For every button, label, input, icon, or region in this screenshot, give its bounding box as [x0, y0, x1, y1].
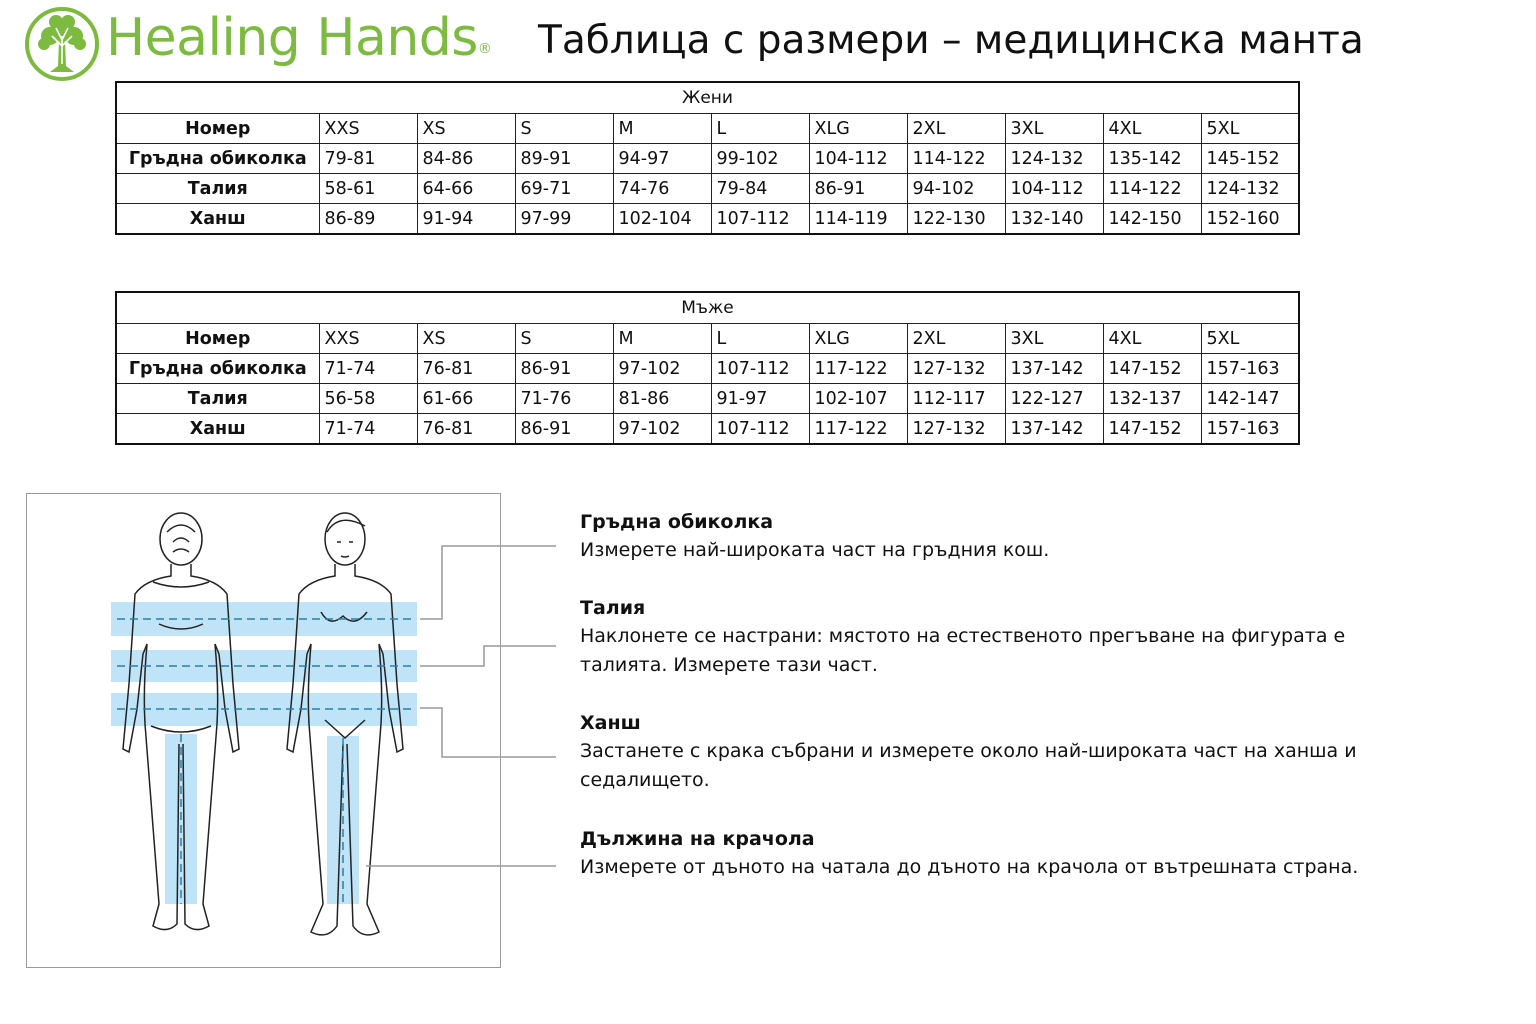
row-label: Ханш: [116, 204, 319, 235]
table-cell: 71-74: [319, 414, 417, 445]
guide-text: Застанете с крака събрани и измерете около най-широката част на ханша и седалището.: [580, 740, 1357, 791]
guide-text: Наклонете се настрани: мястото на естественото прегъване на фигурата е талията. Измерете тази част.: [580, 625, 1346, 676]
table-cell: 76-81: [417, 414, 515, 445]
row-label: Талия: [116, 384, 319, 414]
table-cell: 97-102: [613, 354, 711, 384]
table-cell: 152-160: [1201, 204, 1299, 235]
row-label: Гръдна обиколка: [116, 354, 319, 384]
size-cell: XS: [417, 324, 515, 354]
guide-inseam: [580, 825, 1370, 882]
table-cell: 112-117: [907, 384, 1005, 414]
size-cell: XS: [417, 114, 515, 144]
table-cell: 69-71: [515, 174, 613, 204]
guide-title: Ханш: [580, 712, 641, 734]
size-cell: M: [613, 324, 711, 354]
page-title: Таблица с размери – медицинска манта: [538, 18, 1364, 63]
size-cell: XXS: [319, 114, 417, 144]
size-cell: 5XL: [1201, 114, 1299, 144]
guide-title: Дължина на крачола: [580, 828, 815, 850]
table-cell: 147-152: [1103, 414, 1201, 445]
table-cell: 94-102: [907, 174, 1005, 204]
table-cell: 79-84: [711, 174, 809, 204]
table-cell: 79-81: [319, 144, 417, 174]
table-cell: 64-66: [417, 174, 515, 204]
size-cell: M: [613, 114, 711, 144]
table-cell: 94-97: [613, 144, 711, 174]
row-label: Ханш: [116, 414, 319, 445]
table-cell: 91-94: [417, 204, 515, 235]
guide-chest: [580, 508, 1370, 565]
table-cell: 86-89: [319, 204, 417, 235]
table-cell: 127-132: [907, 414, 1005, 445]
table-cell: 114-122: [907, 144, 1005, 174]
size-cell: S: [515, 114, 613, 144]
row-label: Талия: [116, 174, 319, 204]
table-cell: 117-122: [809, 414, 907, 445]
table-cell: 74-76: [613, 174, 711, 204]
table-cell: 84-86: [417, 144, 515, 174]
size-cell: 2XL: [907, 114, 1005, 144]
table-cell: 104-112: [809, 144, 907, 174]
table-cell: 122-130: [907, 204, 1005, 235]
table-cell: 61-66: [417, 384, 515, 414]
table-caption: Мъже: [116, 292, 1299, 324]
table-cell: 76-81: [417, 354, 515, 384]
table-cell: 127-132: [907, 354, 1005, 384]
brand-name: Healing Hands®: [106, 8, 492, 68]
table-cell: 89-91: [515, 144, 613, 174]
table-cell: 122-127: [1005, 384, 1103, 414]
table-cell: 124-132: [1201, 174, 1299, 204]
table-cell: 97-99: [515, 204, 613, 235]
table-cell: 56-58: [319, 384, 417, 414]
table-cell: 157-163: [1201, 414, 1299, 445]
table-cell: 135-142: [1103, 144, 1201, 174]
size-cell: 3XL: [1005, 324, 1103, 354]
size-cell: L: [711, 324, 809, 354]
table-cell: 86-91: [515, 414, 613, 445]
table-cell: 102-104: [613, 204, 711, 235]
table-cell: 81-86: [613, 384, 711, 414]
row-label: Гръдна обиколка: [116, 144, 319, 174]
size-cell: 4XL: [1103, 114, 1201, 144]
table-cell: 91-97: [711, 384, 809, 414]
table-cell: 117-122: [809, 354, 907, 384]
table-cell: 142-147: [1201, 384, 1299, 414]
size-cell: S: [515, 324, 613, 354]
size-cell: XLG: [809, 114, 907, 144]
size-cell: 5XL: [1201, 324, 1299, 354]
table-cell: 107-112: [711, 204, 809, 235]
size-cell: 2XL: [907, 324, 1005, 354]
table-cell: 107-112: [711, 414, 809, 445]
table-cell: 86-91: [809, 174, 907, 204]
guide-waist: [580, 594, 1370, 680]
table-cell: 147-152: [1103, 354, 1201, 384]
guide-text: Измерете от дъното на чатала до дъното на крачола от вътрешната страна.: [580, 856, 1359, 878]
size-cell: XLG: [809, 324, 907, 354]
table-cell: 132-140: [1005, 204, 1103, 235]
guide-title: Гръдна обиколка: [580, 511, 774, 533]
table-cell: 86-91: [515, 354, 613, 384]
table-cell: 58-61: [319, 174, 417, 204]
table-cell: 102-107: [809, 384, 907, 414]
table-cell: 114-119: [809, 204, 907, 235]
table-cell: 107-112: [711, 354, 809, 384]
table-cell: 71-74: [319, 354, 417, 384]
guide-text: Измерете най-широката част на гръдния кош.: [580, 539, 1050, 561]
table-cell: 132-137: [1103, 384, 1201, 414]
row-label: Номер: [116, 324, 319, 354]
table-cell: 104-112: [1005, 174, 1103, 204]
size-cell: 3XL: [1005, 114, 1103, 144]
size-cell: XXS: [319, 324, 417, 354]
table-cell: 99-102: [711, 144, 809, 174]
size-cell: L: [711, 114, 809, 144]
table-cell: 137-142: [1005, 354, 1103, 384]
table-cell: 142-150: [1103, 204, 1201, 235]
guide-title: Талия: [580, 597, 646, 619]
table-cell: 97-102: [613, 414, 711, 445]
table-cell: 157-163: [1201, 354, 1299, 384]
size-cell: 4XL: [1103, 324, 1201, 354]
table-cell: 137-142: [1005, 414, 1103, 445]
table-caption: Жени: [116, 82, 1299, 114]
table-cell: 71-76: [515, 384, 613, 414]
guide-hips: [580, 709, 1370, 795]
table-cell: 145-152: [1201, 144, 1299, 174]
row-label: Номер: [116, 114, 319, 144]
table-cell: 114-122: [1103, 174, 1201, 204]
table-cell: 124-132: [1005, 144, 1103, 174]
